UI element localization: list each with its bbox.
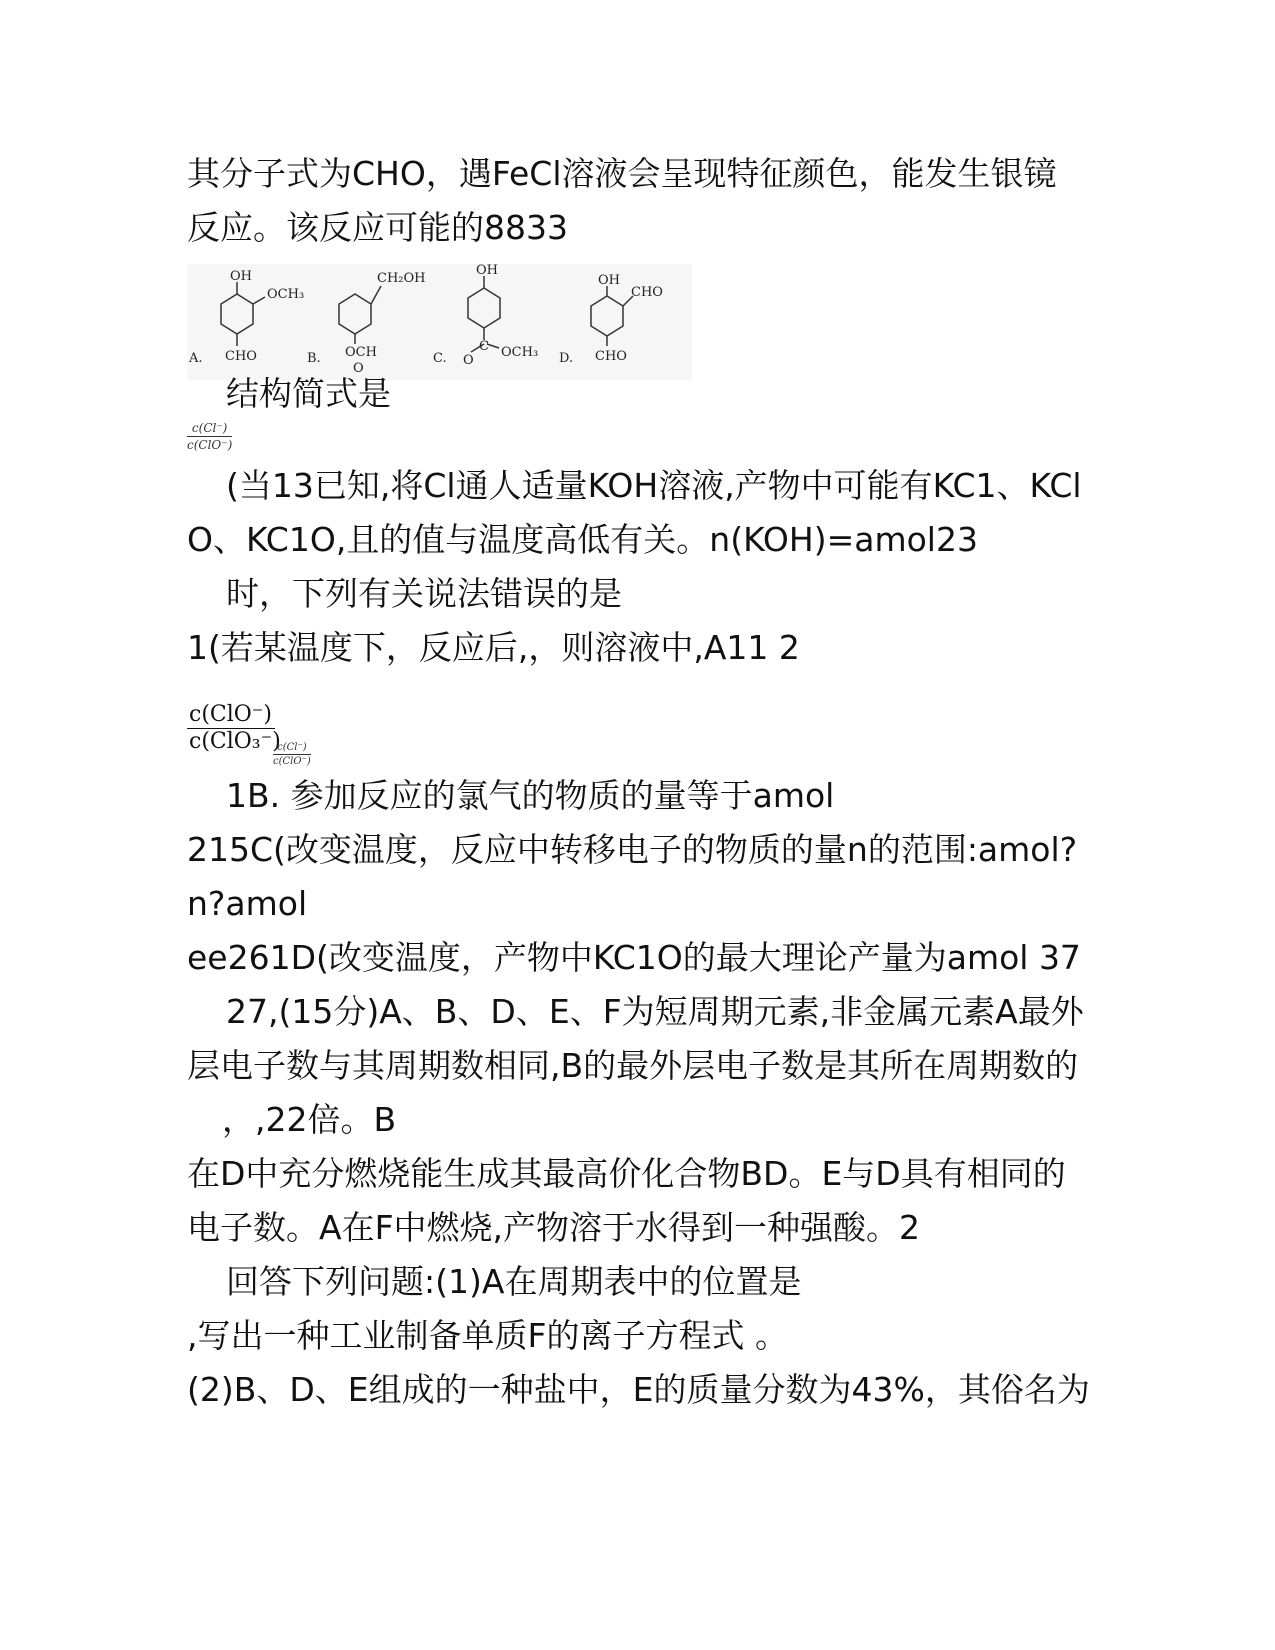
structure-d-label: D.	[559, 351, 574, 366]
structure-c-top: OH	[476, 264, 498, 278]
structure-d-top: OH	[598, 273, 620, 288]
text-line-8: 1B. 参加反应的氯气的物质的量等于amol	[226, 776, 835, 815]
text-line-3: 结构简式是	[226, 374, 391, 413]
structure-a-label: A.	[189, 351, 203, 366]
text-line-19: (2)B、D、E组成的一种盐中，E的质量分数为43%，其俗名为	[187, 1370, 1090, 1409]
text-line-15: 在D中充分燃烧能生成其最高价化合物BD。E与D具有相同的	[187, 1154, 1066, 1193]
structure-d-side: CHO	[631, 285, 663, 300]
fraction-denominator: c(ClO⁻)	[273, 756, 311, 767]
structure-options-image	[187, 264, 692, 380]
fraction-numerator: c(ClO⁻)	[189, 702, 273, 727]
structure-c-bottom-left: O	[463, 353, 474, 368]
structure-b-top: CH₂OH	[377, 271, 426, 286]
structure-b	[339, 286, 381, 344]
text-line-1: 其分子式为CHO，遇FeCl溶液会呈现特征颜色，能发生银镜	[187, 154, 1057, 193]
fraction-numerator: c(Cl⁻)	[277, 742, 307, 753]
structure-b-label: B.	[307, 351, 321, 366]
structure-b-bottom2: O	[353, 361, 364, 376]
fraction-denominator: c(ClO₃⁻)	[189, 729, 281, 754]
fraction-numerator: c(Cl⁻)	[191, 421, 228, 435]
fraction-clo-over-clo3	[187, 703, 281, 754]
structure-d	[591, 286, 633, 346]
text-line-17: 回答下列问题:(1)A在周期表中的位置是	[226, 1262, 802, 1301]
fraction-bar	[273, 754, 311, 755]
structure-a-bottom: CHO	[225, 349, 257, 364]
structure-a-top: OH	[230, 269, 252, 284]
text-line-18: ,写出一种工业制备单质F的离子方程式 。	[187, 1316, 788, 1355]
text-line-5: O、KC1O,且的值与温度高低有关。n(KOH)=amol23	[187, 520, 978, 559]
text-line-10: n?amol	[187, 884, 308, 923]
fraction-bar	[187, 436, 232, 437]
text-line-11: ee261D(改变温度，产物中KC1O的最大理论产量为amol 37	[187, 938, 1081, 977]
text-line-7: 1(若某温度下，反应后,，则溶液中,A11 2	[187, 628, 800, 667]
structure-c-bottom1: C	[479, 339, 489, 354]
text-line-6: 时，下列有关说法错误的是	[226, 574, 622, 613]
text-line-4: (当13已知,将Cl通人适量KOH溶液,产物中可能有KC1、KCl	[226, 466, 1082, 505]
structure-c-label: C.	[433, 351, 447, 366]
fraction-cl-over-clo-2	[273, 742, 311, 767]
structure-d-bottom: CHO	[595, 349, 627, 364]
structure-b-bottom1: OCH	[345, 345, 377, 360]
text-line-12: 27,(15分)A、B、D、E、F为短周期元素,非金属元素A最外	[226, 992, 1084, 1031]
structure-c-bottom-right: OCH₃	[501, 345, 539, 360]
text-line-14: ，,22倍。B	[222, 1100, 397, 1139]
text-line-13: 层电子数与其周期数相同,B的最外层电子数是其所在周期数的	[187, 1046, 1079, 1085]
fraction-cl-over-clo-1	[187, 421, 232, 452]
text-line-16: 电子数。A在F中燃烧,产物溶于水得到一种强酸。2	[187, 1208, 921, 1247]
structure-a-side: OCH₃	[267, 287, 305, 302]
text-line-9: 215C(改变温度，反应中转移电子的物质的量n的范围:amol?	[187, 830, 1078, 869]
structure-a	[221, 282, 265, 346]
text-line-2: 反应。该反应可能的8833	[187, 208, 568, 247]
fraction-denominator: c(ClO⁻)	[187, 438, 233, 452]
